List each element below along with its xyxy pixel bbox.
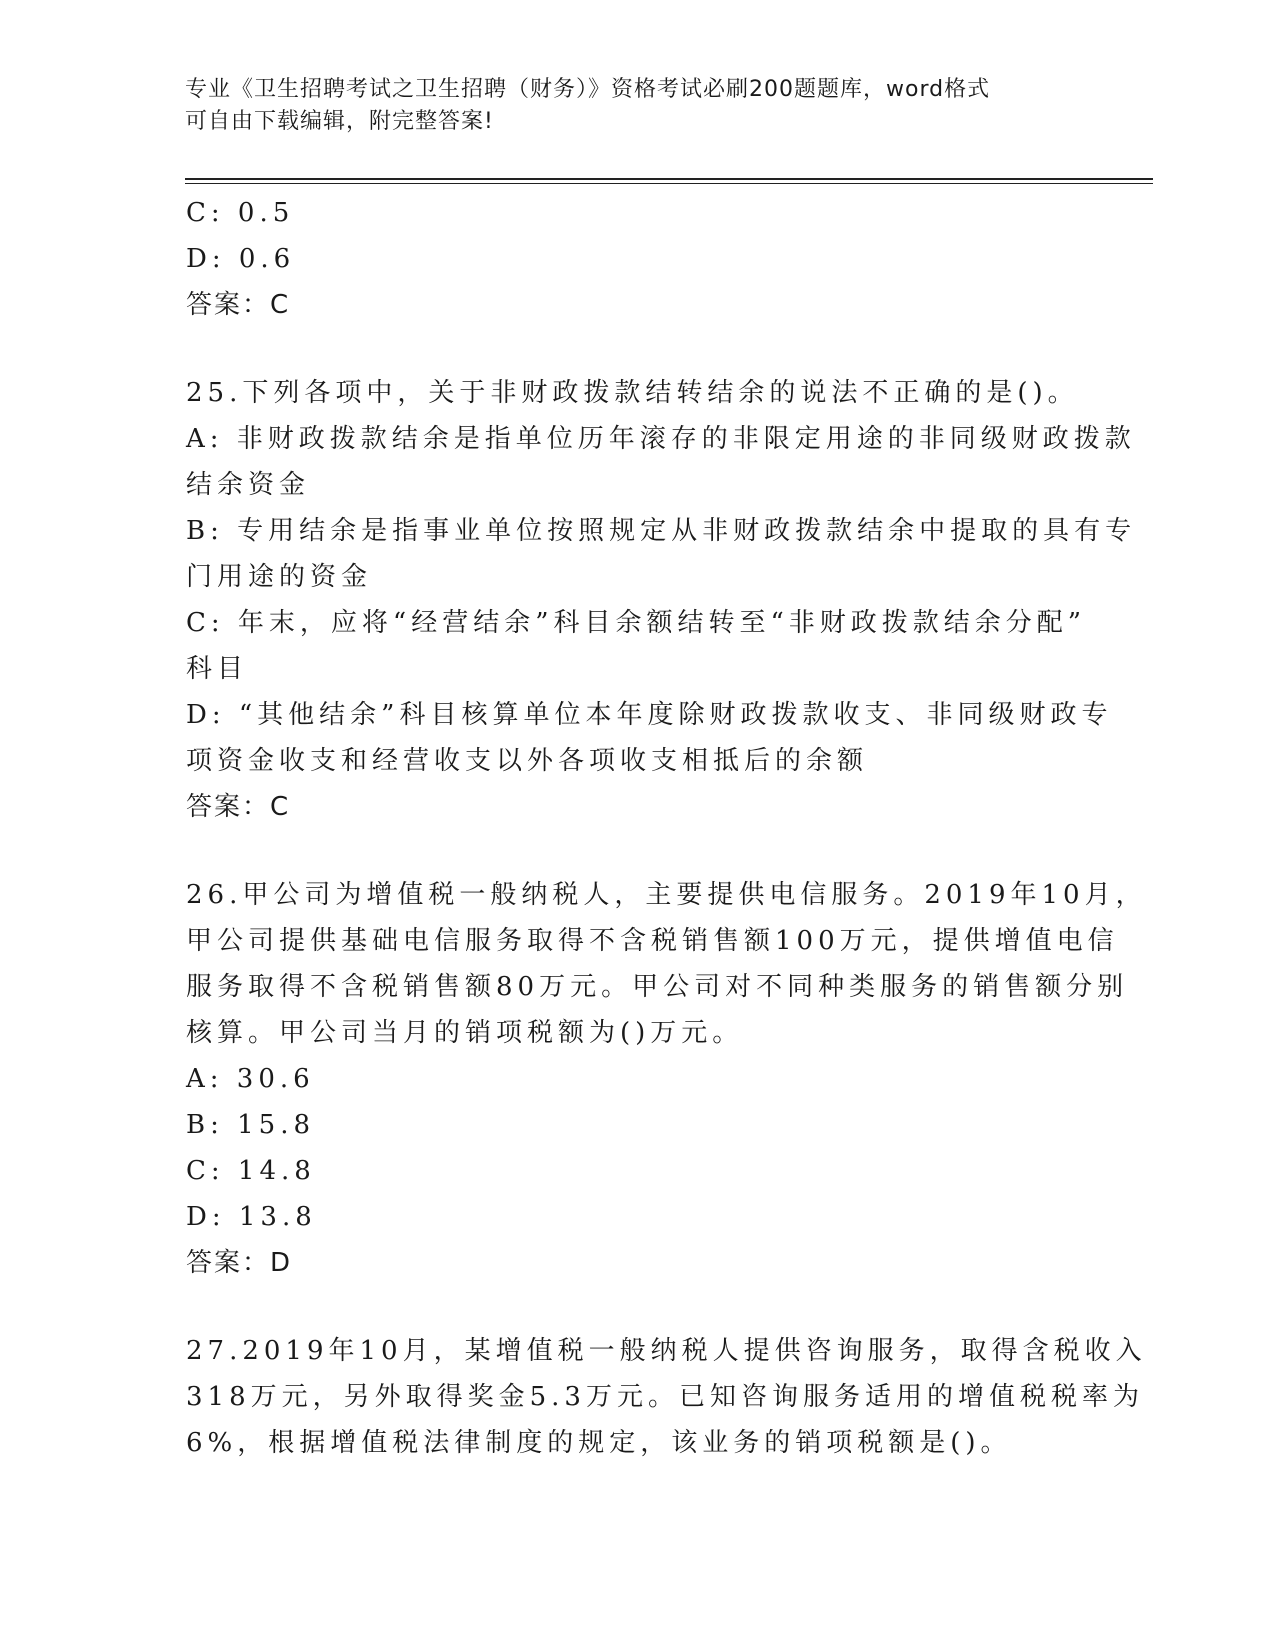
stem-line-3: 服务取得不含税销售额80万元。甲公司对不同种类服务的销售额分别 [186, 972, 1129, 1002]
option-d: D: 13.8 [186, 1202, 317, 1232]
document-body [186, 190, 1147, 1466]
option-a-line-1: A: 非财政拨款结余是指单位历年滚存的非限定用途的非同级财政拨款 [186, 424, 1136, 454]
question-25 [186, 370, 1137, 830]
answer-line: 答案：D [186, 1248, 293, 1278]
question-stem [186, 872, 1147, 1056]
document-header [185, 74, 1065, 138]
header-line-1: 专业《卫生招聘考试之卫生招聘（财务）》资格考试必刷200题题库，word格式 [185, 77, 991, 102]
stem-line-1: 27.2019年10月，某增值税一般纳税人提供咨询服务，取得含税收入 [186, 1336, 1147, 1366]
header-line-2: 可自由下载编辑，附完整答案! [185, 109, 494, 134]
option-c: C: 0.5 [186, 198, 295, 228]
stem-line-2: 甲公司提供基础电信服务取得不含税销售额100万元，提供增值电信 [186, 926, 1119, 956]
question-stem [186, 1328, 1147, 1466]
stem-line-1: 26.甲公司为增值税一般纳税人，主要提供电信服务。2019年10月， [186, 880, 1147, 910]
question-26 [186, 872, 1147, 1286]
option-b-line-2: 门用途的资金 [186, 562, 373, 592]
answer-line: 答案：C [186, 792, 291, 822]
option-d [186, 692, 1113, 784]
header-divider-thick [185, 178, 1153, 180]
option-b [186, 508, 1137, 600]
question-24-tail [186, 190, 1086, 328]
question-stem: 25.下列各项中，关于非财政拨款结转结余的说法不正确的是()。 [186, 378, 1079, 408]
option-d: D: 0.6 [186, 244, 296, 274]
option-b-line-1: B: 专用结余是指事业单位按照规定从非财政拨款结余中提取的具有专 [186, 516, 1137, 546]
option-c-line-2: 科目 [186, 654, 249, 684]
option-b: B: 15.8 [186, 1110, 316, 1140]
option-c-line-1: C: 年末，应将“经营结余”科目余额结转至“非财政拨款结余分配” [186, 608, 1087, 638]
option-a: A: 30.6 [186, 1064, 315, 1094]
question-27 [186, 1328, 1147, 1466]
stem-line-3: 6%，根据增值税法律制度的规定，该业务的销项税额是()。 [186, 1428, 1012, 1458]
option-a [186, 416, 1136, 508]
option-c [186, 600, 1086, 692]
header-divider-thin [185, 183, 1153, 184]
answer-line: 答案：C [186, 290, 291, 320]
stem-line-4: 核算。甲公司当月的销项税额为()万元。 [186, 1018, 744, 1048]
option-a-line-2: 结余资金 [186, 470, 311, 500]
option-d-line-2: 项资金收支和经营收支以外各项收支相抵后的余额 [186, 746, 869, 776]
stem-line-2: 318万元，另外取得奖金5.3万元。已知咨询服务适用的增值税税率为 [186, 1382, 1144, 1412]
option-c: C: 14.8 [186, 1156, 316, 1186]
option-d-line-1: D: “其他结余”科目核算单位本年度除财政拨款收支、非同级财政专 [186, 700, 1113, 730]
